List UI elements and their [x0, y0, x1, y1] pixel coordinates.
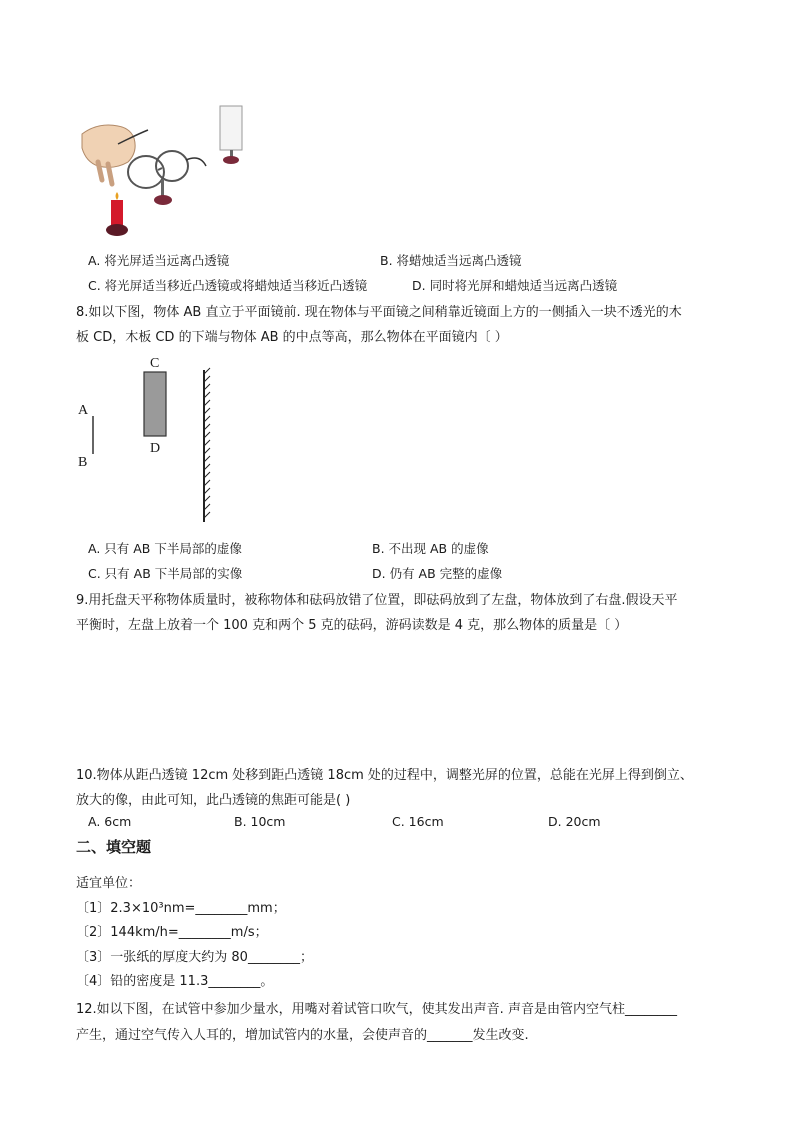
q11-item-4: 〔4〕铅的密度是 11.3________。 — [76, 974, 274, 989]
q10-stem-line2: 放大的像，由此可知，此凸透镜的焦距可能是( ) — [76, 793, 351, 808]
q10-option-b: B. 10cm — [234, 814, 286, 829]
q7-option-c: C. 将光屏适当移近凸透镜或将蜡烛适当移近凸透镜 — [88, 278, 368, 293]
q11-item-3: 〔3〕一张纸的厚度大约为 80________； — [76, 950, 313, 965]
q8-stem-line1: 8.如以下图，物体 AB 直立于平面镜前. 现在物体与平面镜之间稍靠近镜面上方的一侧插入一块不透光的木 — [76, 305, 682, 320]
label-b: B — [78, 455, 88, 470]
label-c: C — [150, 356, 160, 371]
q12-stem-line2: 产生，通过空气传入人耳的，增加试管内的水量，会使声音的_______发生改变. — [76, 1028, 529, 1043]
label-d: D — [150, 441, 161, 456]
q11-intro: 适宜单位： — [76, 876, 142, 891]
q12-stem-line1: 12.如以下图，在试管中参加少量水，用嘴对着试管口吹气，使其发出声音. 声音是由管内空气柱________ — [76, 1002, 677, 1017]
q7-option-d: D. 同时将光屏和蜡烛适当远离凸透镜 — [412, 278, 618, 293]
q8-stem-line2: 板 CD，木板 CD 的下端与物体 AB 的中点等高，那么物体在平面镜内〔 ） — [76, 330, 508, 345]
q9-stem-line1: 9.用托盘天平称物体质量时，被称物体和砝码放错了位置，即砝码放到了左盘，物体放到了右盘.假设天平 — [76, 593, 678, 608]
q9-stem-line2: 平衡时，左盘上放着一个 100 克和两个 5 克的砝码，游码读数是 4 克，那么物体的质量是〔 ） — [76, 618, 628, 633]
q8-option-b: B. 不出现 AB 的虚像 — [372, 541, 489, 556]
q8-option-d: D. 仍有 AB 完整的虚像 — [372, 566, 503, 581]
q10-stem-line1: 10.物体从距凸透镜 12cm 处移到距凸透镜 18cm 处的过程中，调整光屏的位置，总能在光屏上得到倒立、 — [76, 768, 693, 783]
label-a: A — [78, 403, 89, 418]
q11-item-2: 〔2〕144km/h=________m/s； — [76, 925, 268, 940]
q10-option-c: C. 16cm — [392, 814, 444, 829]
q8-option-c: C. 只有 AB 下半局部的实像 — [88, 566, 243, 581]
q7-option-b: B. 将蜡烛适当远离凸透镜 — [380, 253, 522, 268]
q7-option-a: A. 将光屏适当远离凸透镜 — [88, 253, 230, 268]
q8-option-a: A. 只有 AB 下半局部的虚像 — [88, 541, 242, 556]
q10-option-a: A. 6cm — [88, 814, 132, 829]
plane-mirror-figure — [76, 350, 226, 526]
section-title-fill-in: 二、填空题 — [76, 838, 152, 856]
light-screen-figure — [212, 104, 252, 168]
q11-item-1: 〔1〕2.3×10³nm=________mm； — [76, 901, 286, 916]
q10-option-d: D. 20cm — [548, 814, 601, 829]
